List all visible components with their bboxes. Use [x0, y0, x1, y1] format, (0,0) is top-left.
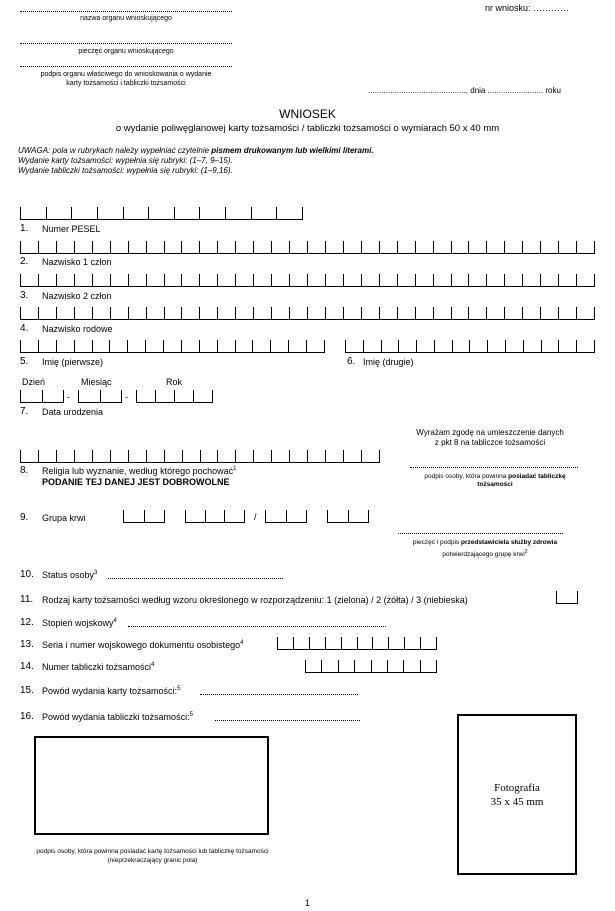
consent-sign-text: podpis osoby, która powinna	[424, 473, 509, 480]
field-4-number: 4.	[20, 323, 29, 334]
health-sign-text: pieczęć i podpis	[412, 539, 461, 546]
date-dash-2: -	[125, 392, 128, 402]
field-12-footnote: 4	[113, 618, 117, 624]
rank-input[interactable]	[128, 626, 386, 627]
form-title: WNIOSEK	[279, 107, 336, 121]
field-8-label	[42, 466, 236, 476]
consent-text-1: Wyrażam zgodę na umieszczenie danych	[416, 428, 564, 437]
field-16-footnote: 5	[189, 712, 193, 718]
field-10-footnote: 3	[94, 570, 98, 576]
uwaga-note	[18, 146, 374, 155]
field-9-label: Grupa krwi	[42, 513, 86, 523]
field-10-label-text: Status osoby	[42, 570, 95, 580]
field-5-number: 5.	[20, 356, 29, 367]
field-13-footnote: 4	[240, 640, 244, 646]
field-14-label	[42, 662, 154, 672]
field-16-number: 16.	[20, 711, 34, 722]
surname-2-input[interactable]	[20, 274, 595, 287]
consent-text-2: z pkt 8 na tabliczce tożsamości	[434, 438, 546, 447]
field-7-number: 7.	[20, 406, 29, 417]
page-number: 1	[304, 898, 310, 908]
card-reason-input[interactable]	[200, 694, 358, 695]
field-15-label-text: Powód wydania karty tożsamości:	[42, 686, 178, 696]
consent-signature-caption	[400, 473, 590, 489]
year-label: Rok	[166, 377, 183, 387]
field-16-label-text: Powód wydania tabliczki tożsamości:	[42, 712, 190, 722]
consent-sign-bold: posiadać tabliczkę	[508, 473, 566, 480]
field-6-number: 6.	[347, 356, 356, 367]
org-stamp-label: pieczęć organu wnioskującego	[78, 48, 174, 55]
consent-sign-text-2: tożsamości	[477, 481, 513, 488]
field-15-footnote: 5	[177, 686, 181, 692]
maiden-name-input[interactable]	[20, 307, 595, 320]
tag-number-input[interactable]	[305, 660, 437, 673]
org-signature-line[interactable]	[20, 66, 232, 67]
religion-input[interactable]	[20, 450, 380, 463]
field-10-label	[42, 570, 97, 580]
day-label: Dzień	[22, 377, 46, 387]
military-doc-input[interactable]	[277, 637, 437, 650]
photo-label-1: Fotografia	[494, 782, 540, 794]
field-5-label: Imię (pierwsze)	[42, 357, 104, 367]
signature-caption-1: podpis osoby, która powinna posiadać kartę tożsamości lub tabliczkę tożsamości	[36, 848, 269, 855]
field-12-number: 12.	[20, 617, 34, 628]
field-13-label	[42, 640, 243, 650]
org-name-line[interactable]	[20, 11, 232, 12]
field-8-footnote: 1	[233, 466, 237, 472]
status-input[interactable]	[108, 578, 283, 579]
field-14-label-text: Numer tabliczki tożsamości	[42, 662, 152, 672]
health-sign-bold: przedstawiciela służby zdrowia	[460, 539, 558, 546]
health-sign-text-2: potwierdzającego grupę krwi	[442, 551, 525, 559]
photo-label-2: 35 x 45 mm	[490, 796, 544, 808]
birth-year-input[interactable]	[136, 390, 213, 403]
uwaga-bold: pismem drukowanym lub wielkimi literami.	[211, 146, 374, 155]
field-15-number: 15.	[20, 685, 34, 696]
consent-signature-line[interactable]	[410, 467, 578, 468]
org-signature-label-1: podpis organu właściwego do wnioskowania o wydanie	[40, 71, 212, 78]
month-label: Miesiąc	[81, 377, 112, 387]
health-signature-caption-2	[385, 548, 585, 559]
first-name-input[interactable]	[20, 340, 325, 353]
blood-slash: /	[254, 512, 257, 522]
second-name-input[interactable]	[345, 340, 595, 353]
card-note: Wydanie karty tożsamości: wypełnia się rubryki: (1–7, 9–15).	[18, 156, 233, 165]
field-12-label-text: Stopień wojskowy	[42, 618, 114, 628]
date-dash-1: -	[67, 392, 70, 402]
tag-note: Wydanie tabliczki tożsamości: wypełnia się rubryki: (1–9,16).	[18, 166, 233, 175]
birth-month-input[interactable]	[78, 390, 122, 403]
request-number-label: nr wniosku: …………	[485, 3, 570, 13]
field-4-label: Nazwisko rodowe	[42, 324, 113, 334]
surname-1-input[interactable]	[20, 241, 595, 254]
field-1-label: Numer PESEL	[42, 224, 101, 234]
field-7-label: Data urodzenia	[42, 407, 104, 417]
photo-box[interactable]	[457, 714, 577, 875]
field-15-label	[42, 686, 180, 696]
health-signature-caption	[385, 539, 585, 547]
field-2-number: 2.	[20, 256, 29, 267]
field-1-number: 1.	[20, 223, 29, 234]
field-11-label: Rodzaj karty tożsamości według wzoru określonego w rozporządzeniu: 1 (zielona) / 2 (żółta) / 3 (niebieska)	[42, 595, 468, 605]
tag-reason-input[interactable]	[215, 720, 360, 721]
signature-caption-2: (nieprzekraczający granic pola)	[107, 857, 198, 864]
uwaga-prefix: UWAGA: pola w rubrykach należy wypełniać czytelnie	[18, 146, 212, 155]
field-3-label: Nazwisko 2 człon	[42, 291, 112, 301]
field-13-label-text: Seria i numer wojskowego dokumentu osobistego	[42, 640, 241, 650]
field-9-number: 9.	[20, 512, 29, 523]
health-footnote: 2	[524, 549, 528, 555]
blood-extra-input-1[interactable]	[265, 510, 307, 523]
field-14-number: 14.	[20, 661, 34, 672]
org-stamp-line[interactable]	[20, 43, 232, 44]
blood-extra-input-2[interactable]	[327, 510, 369, 523]
org-signature-label-2: karty tożsamości i tabliczki tożsamości	[66, 80, 186, 87]
card-type-input[interactable]	[556, 591, 578, 604]
field-16-label	[42, 712, 193, 722]
field-6-label: Imię (drugie)	[363, 357, 414, 367]
field-8-number: 8.	[20, 465, 29, 476]
blood-group-input[interactable]	[123, 510, 165, 523]
blood-rh-input[interactable]	[185, 510, 245, 523]
holder-signature-box[interactable]	[34, 736, 269, 835]
field-10-number: 10.	[20, 569, 34, 580]
field-2-label: Nazwisko 1 człon	[42, 257, 112, 267]
field-12-label	[42, 618, 117, 628]
health-signature-line[interactable]	[398, 533, 563, 534]
field-3-number: 3.	[20, 290, 29, 301]
field-14-footnote: 4	[151, 662, 155, 668]
form-subtitle: o wydanie poliwęglanowej karty tożsamości / tabliczki tożsamości o wymiarach 50 x 40 mm	[115, 123, 500, 134]
field-11-number: 11.	[20, 594, 34, 605]
field-8-label-text: Religia lub wyznanie, według którego pochować	[42, 466, 234, 476]
place-date-line[interactable]: ............................................, dnia ......................... roku	[368, 86, 561, 95]
voluntary-notice: PODANIE TEJ DANEJ JEST DOBROWOLNE	[42, 477, 230, 487]
field-13-number: 13.	[20, 639, 34, 650]
birth-day-input[interactable]	[20, 390, 64, 403]
pesel-input[interactable]	[20, 207, 303, 220]
org-name-label: nazwa organu wnioskującego	[80, 15, 172, 22]
